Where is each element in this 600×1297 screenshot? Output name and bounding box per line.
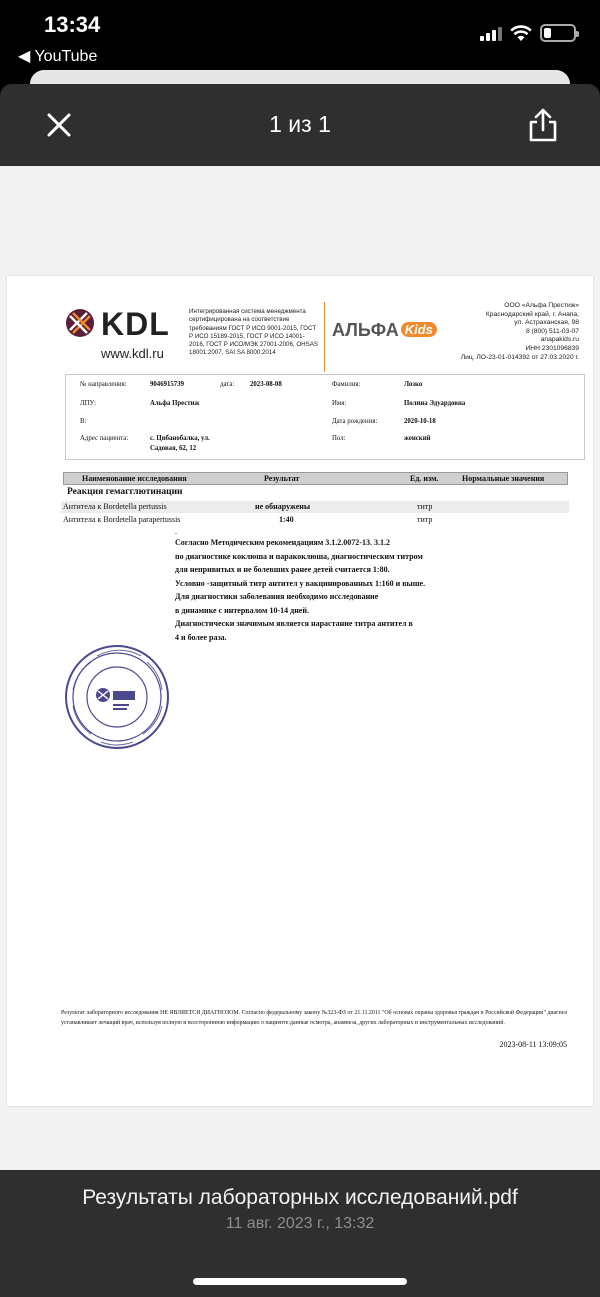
disclaimer-text: Результат лабораторного исследования НЕ ЯВЛЯЕТСЯ ДИАГНОЗОМ. Согласно федеральному закону №323-ФЗ от 21.11.2011 "Об основах охраны здоровья граждан в Российской Федерации" диагноз устанавливает лечащий врач, используя полную и всестороннюю информацию о пациенте:данные осмотра, анамнеза, других лабораторных и инструментальных исследований. (61, 1010, 567, 1026)
print-date: 2023-08-11 13:09:05 (499, 1040, 567, 1049)
header-name: Наименование исследования (82, 474, 187, 483)
row-unit: титр (417, 502, 433, 511)
home-indicator[interactable] (193, 1278, 407, 1285)
share-icon[interactable] (526, 106, 560, 144)
date-label: дата: (220, 381, 235, 388)
row-name: Антитела к Bordetella parapertussis (63, 515, 181, 524)
sex-value: женский (404, 435, 431, 442)
file-info-bar (0, 1170, 600, 1297)
status-time: 13:34 (44, 12, 101, 37)
kdl-url: www.kdl.ru (101, 346, 164, 361)
notes-block (175, 536, 535, 644)
date-value: 2023-08-08 (250, 381, 282, 388)
dob-value: 2020-10-18 (404, 418, 436, 425)
kdl-logo (65, 306, 185, 366)
alfa-logo-text: АЛЬФА (332, 320, 399, 340)
file-date: 11 авг. 2023 г., 13:32 (225, 1215, 375, 1232)
header-result: Результат (264, 474, 300, 483)
section-title: Реакция гемагглютинации (67, 487, 183, 497)
row-result: не обнаружены (255, 502, 311, 511)
referral-value: 9046915739 (150, 381, 184, 388)
org-line: ИНН 2301096839 (525, 344, 579, 352)
patient-info-box (65, 374, 585, 460)
row-unit: титр (417, 515, 433, 524)
org-line: ул. Астраханская, 98 (514, 319, 579, 327)
surname-value: Лозко (404, 381, 423, 388)
name-label: Имя: (332, 400, 347, 407)
viewer-toolbar (0, 84, 600, 166)
v-label: В: (80, 418, 87, 425)
battery-icon (540, 24, 576, 42)
alfa-kids-logo (332, 320, 437, 341)
note-line: Диагностически значимым является нарастание титра антител в (175, 619, 413, 628)
header-divider (324, 302, 325, 372)
note-line: 4 и более раза. (175, 632, 227, 642)
address-label: Адрес пациента: (80, 435, 129, 442)
header-norm: Нормальные значения (462, 474, 545, 483)
back-to-app-link[interactable]: ◀ YouTube (18, 48, 98, 65)
org-line: ООО «Альфа Престиж» (504, 302, 579, 309)
separator-dot: . (175, 527, 177, 536)
note-line: Условно -защитный титр антител у вакцинированных 1:160 и выше. (175, 578, 426, 588)
page-counter: 1 из 1 (269, 111, 331, 137)
lpu-label: ЛПУ: (80, 400, 96, 407)
org-line: anapakids.ru (540, 336, 579, 344)
referral-label: № направления: (80, 381, 127, 388)
dob-label: Дата рождения: (332, 418, 378, 425)
lab-stamp (61, 642, 173, 752)
org-line: 8 (800) 511-03-07 (525, 327, 579, 335)
document-viewport[interactable] (0, 166, 600, 1170)
kdl-logo-text: KDL (101, 306, 170, 342)
row-result: 1:40 (279, 515, 294, 524)
row-name: Антитела к Bordetella pertussis (63, 502, 167, 511)
name-value: Полина Эдуардовна (404, 400, 466, 407)
address-line-2: Садовая, 62, 12 (150, 445, 197, 452)
kdl-logo-icon (65, 308, 95, 338)
results-table-header (63, 472, 568, 485)
org-line: Краснодарский край, г. Анапа, (485, 310, 579, 318)
header-unit: Ед. изм. (410, 474, 439, 483)
pdf-page (7, 276, 593, 1106)
note-line: по диагностике коклюша и паракоклюша, диагностическим титром (175, 551, 423, 561)
kids-badge: Kids (401, 322, 437, 337)
surname-label: Фамилия: (332, 381, 361, 388)
note-line: для непривитых и не болевших ранее детей считается 1:80. (175, 565, 390, 574)
lpu-value: Альфа Престиж (150, 400, 200, 407)
note-line: в динамике с интервалом 10-14 дней. (175, 605, 309, 615)
sex-label: Пол: (332, 435, 346, 442)
table-row (61, 514, 569, 526)
organization-info (461, 302, 579, 362)
certification-text: Интегрированная система менеджмента сертифицирована на соответствие требованиям ГОСТ Р ИСО 9001-2015, ГОСТ Р ИСО 15189-2015, ГОСТ Р ИСО 14001-2016, ГОСТ Р ИСО/МЭК 27001-2006, OHSAS 18001:2007, SAI SA 8000:2014 (189, 308, 318, 357)
table-row (61, 501, 569, 513)
wifi-icon (510, 25, 532, 42)
signal-icon (480, 25, 502, 41)
file-name: Результаты лабораторных исследований.pdf (82, 1186, 518, 1209)
status-icons (480, 24, 576, 42)
org-line: Лиц. ЛО-23-01-014392 от 27.03.2020 г. (460, 353, 579, 361)
note-line: Для диагностики заболевания необходимо исследование (175, 592, 379, 601)
address-line-1: с. Цибанобалка, ул. (150, 435, 210, 442)
note-line: Согласно Методическим рекомендациям 3.1.2.0072-13. 3.1.2 (175, 538, 390, 547)
status-bar (0, 0, 600, 70)
battery-fill (544, 28, 551, 38)
